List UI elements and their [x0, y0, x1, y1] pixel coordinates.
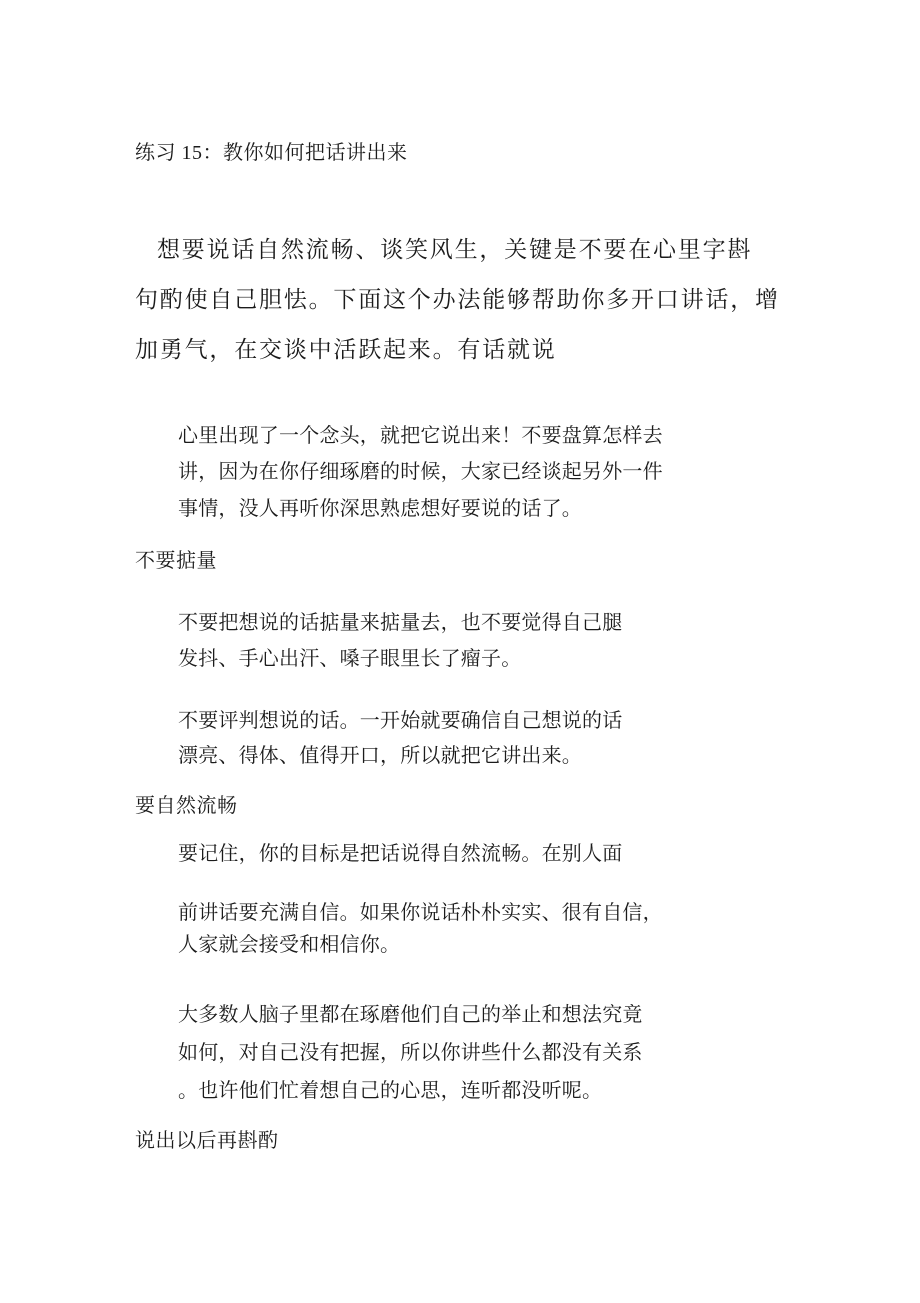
section-heading-2: 要自然流畅 — [135, 795, 238, 817]
intro-line-3: 加勇气，在交谈中活跃起来。有话就说 — [135, 337, 557, 362]
text-line: 心里出现了一个念头，就把它说出来！不要盘算怎样去 — [178, 425, 663, 447]
text-line: 。也许他们忙着想自己的心思，连听都没听呢。 — [178, 1080, 603, 1102]
text-line: 讲，因为在你仔细琢磨的时候，大家已经谈起另外一件 — [178, 461, 663, 483]
text-line: 大多数人脑子里都在琢磨他们自己的举止和想法究竟 — [178, 1004, 643, 1026]
text-line: 发抖、手心出汗、嗓子眼里长了瘤子。 — [178, 648, 522, 670]
text-line: 漂亮、得体、值得开口，所以就把它讲出来。 — [178, 745, 582, 767]
text-line: 人家就会接受和相信你。 — [178, 934, 401, 956]
intro-line-1: 想要说话自然流畅、谈笑风生，关键是不要在心里字斟 — [157, 237, 753, 262]
text-line: 事情，没人再听你深思熟虑想好要说的话了。 — [178, 498, 582, 520]
text-line: 前讲话要充满自信。如果你说话朴朴实实、很有自信， — [178, 902, 663, 924]
text-line: 不要评判想说的话。一开始就要确信自己想说的话 — [178, 710, 623, 732]
text-line: 不要把想说的话掂量来掂量去，也不要觉得自己腿 — [178, 612, 623, 634]
section-heading-3: 说出以后再斟酌 — [135, 1130, 279, 1152]
text-line: 要记住，你的目标是把话说得自然流畅。在别人面 — [178, 843, 623, 865]
text-line: 如何，对自己没有把握，所以你讲些什么都没有关系 — [178, 1042, 643, 1064]
intro-line-2: 句酌使自己胆怯。下面这个办法能够帮助你多开口讲话，增 — [135, 287, 780, 312]
document-title: 练习 15：教你如何把话讲出来 — [135, 142, 408, 164]
section-heading-1: 不要掂量 — [135, 550, 217, 572]
